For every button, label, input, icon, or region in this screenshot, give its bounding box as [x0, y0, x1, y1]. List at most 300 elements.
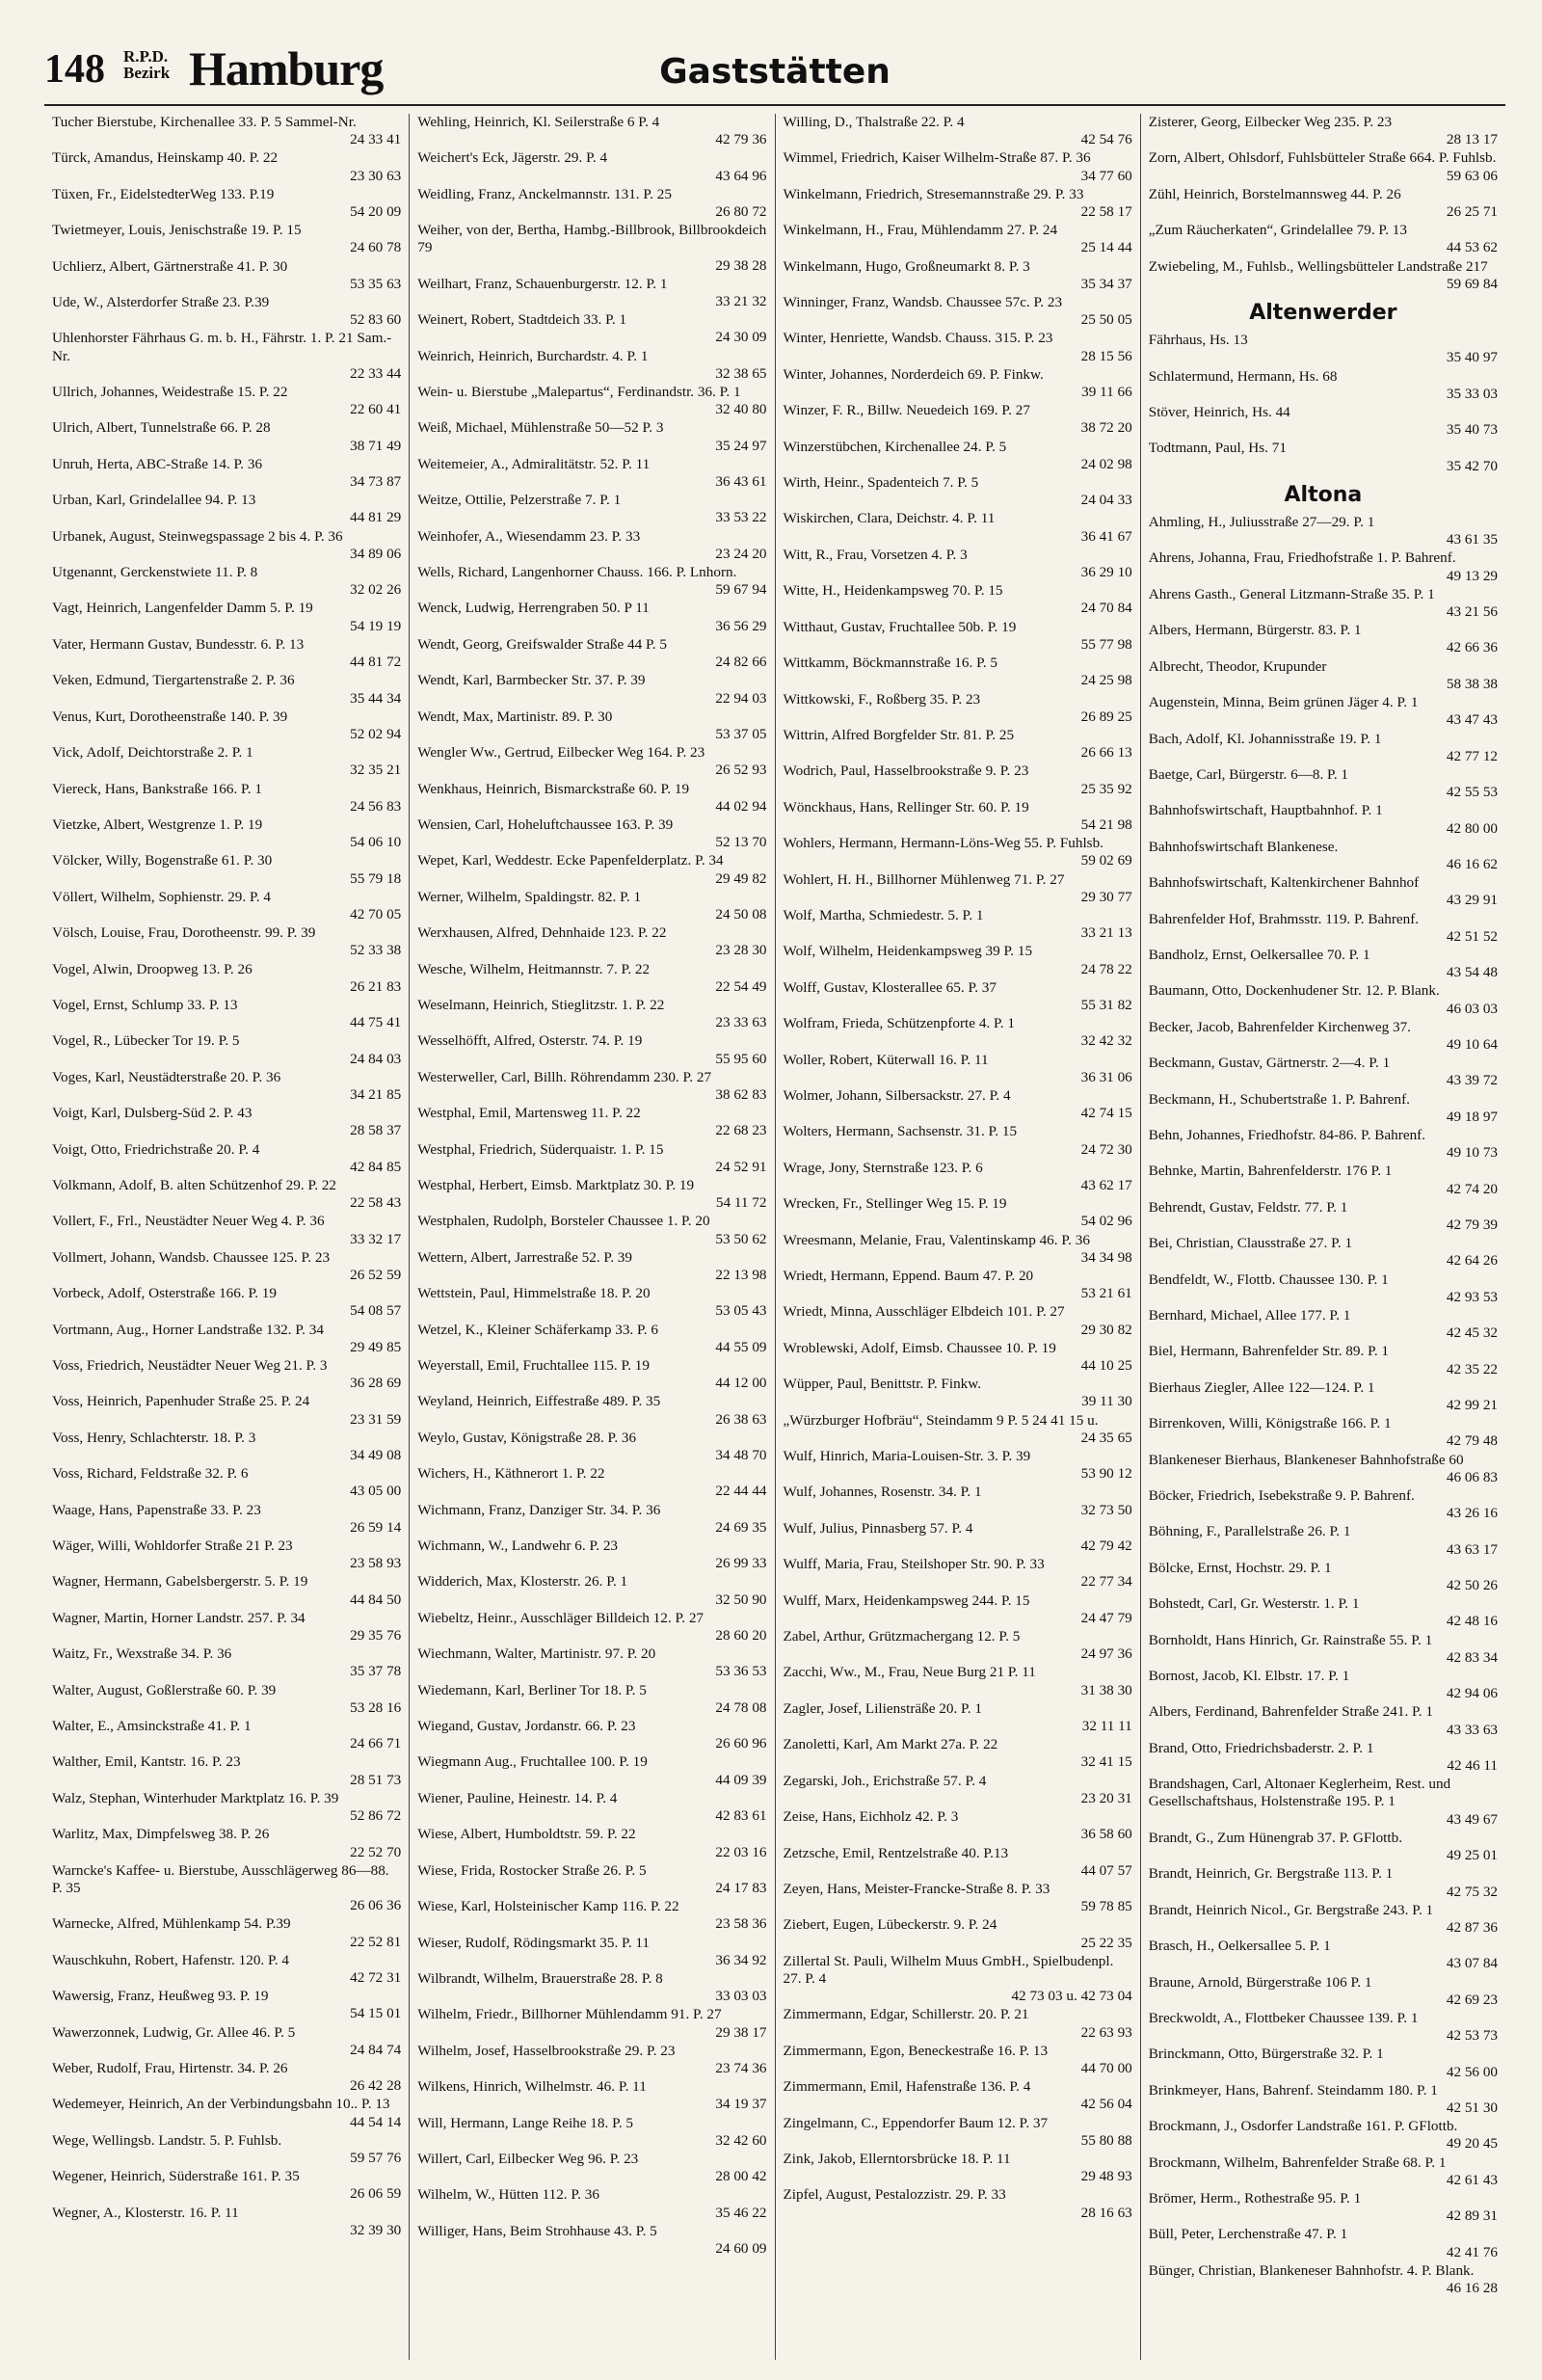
- listing-phone: 42 50 26: [1446, 1577, 1498, 1594]
- listing-name-address: „Zum Räucherkaten“, Grindelallee 79. P. 13: [1148, 222, 1407, 239]
- listing-entry: [784, 1700, 1132, 1735]
- listing-name-address: Warlitz, Max, Dimpfelsweg 38. P. 26: [52, 1826, 270, 1843]
- column-1: [44, 114, 410, 2360]
- listing-entry: [784, 1340, 1132, 1375]
- rpd-line1: R.P.D.: [123, 47, 169, 66]
- listing-phone: 29 35 76: [350, 1627, 402, 1645]
- listing-name-address: Wedemeyer, Heinrich, An der Verbindungsbahn 10.. P. 13: [52, 2096, 390, 2113]
- listing-entry: [417, 1898, 766, 1933]
- listing-entry: [784, 2186, 1132, 2221]
- listing-phone: 54 02 96: [1080, 1213, 1132, 1230]
- listing-entry: [1149, 1938, 1498, 1972]
- listing-entry: [1149, 2046, 1498, 2080]
- listing-entry: [417, 1682, 766, 1717]
- listing-name-address: Brandt, G., Zum Hünengrab 37. P. GFlottb.: [1148, 1829, 1402, 1846]
- listing-entry: [417, 961, 766, 996]
- listing-name-address: Fährhaus, Hs. 13: [1148, 332, 1248, 349]
- listing-name-address: Weidling, Franz, Anckelmannstr. 131. P. 25: [417, 185, 672, 202]
- listing-entry: [417, 1032, 766, 1067]
- listing-phone: 23 30 63: [350, 167, 402, 184]
- listing-name-address: Wiedemann, Karl, Berliner Tor 18. P. 5: [417, 1681, 647, 1698]
- listing-name-address: Becker, Jacob, Bahrenfelder Kirchenweg 37.: [1148, 1018, 1411, 1035]
- listing-name-address: Albers, Hermann, Bürgerstr. 83. P. 1: [1148, 622, 1362, 639]
- listing-name-address: Türck, Amandus, Heinskamp 40. P. 22: [52, 149, 279, 167]
- listing-entry: [417, 419, 766, 454]
- listing-name-address: Wawersig, Franz, Heußweg 93. P. 19: [52, 1988, 269, 2005]
- listing-phone: 34 21 85: [350, 1085, 402, 1103]
- listing-entry: [1149, 1595, 1498, 1630]
- listing-phone: 42 35 22: [1446, 1360, 1498, 1377]
- listing-name-address: Twietmeyer, Louis, Jenischstraße 19. P. 15: [52, 222, 302, 239]
- listing-entry: [1149, 114, 1498, 148]
- listing-name-address: Wittrin, Alfred Borgfelder Str. 81. P. 25: [783, 726, 1015, 743]
- listing-entry: [1149, 149, 1498, 184]
- listing-name-address: Weylo, Gustav, Königstraße 28. P. 36: [417, 1429, 637, 1446]
- listing-phone: 49 25 01: [1446, 1847, 1498, 1864]
- listing-entry: [417, 1177, 766, 1212]
- listing-phone: 43 29 91: [1446, 892, 1498, 909]
- listing-entry: [52, 709, 401, 743]
- listing-entry: [784, 510, 1132, 545]
- listing-entry: [417, 1718, 766, 1752]
- listing-phone: 54 20 09: [350, 203, 402, 221]
- column-4: [1141, 114, 1505, 2360]
- listing-entry: [784, 402, 1132, 437]
- listing-phone: 55 79 18: [350, 869, 402, 887]
- listing-phone: 38 62 83: [715, 1085, 767, 1103]
- listing-entry: [784, 1376, 1132, 1410]
- listing-entry: [417, 2186, 766, 2221]
- listing-name-address: Zagler, Josef, Liliensträße 20. P. 1: [783, 1699, 982, 1717]
- listing-entry: [784, 1773, 1132, 1807]
- listing-name-address: Wengler Ww., Gertrud, Eilbecker Weg 164. P. 23: [417, 744, 705, 762]
- listing-name-address: Zipfel, August, Pestalozzistr. 29. P. 33: [783, 2186, 1006, 2204]
- listing-phone: 26 06 59: [350, 2185, 402, 2203]
- listing-name-address: Ude, W., Alsterdorfer Straße 23. P.39: [52, 294, 270, 311]
- listing-phone: 52 02 94: [350, 725, 402, 742]
- listing-entry: [1149, 1865, 1498, 1900]
- listing-phone: 35 34 37: [1080, 275, 1132, 292]
- listing-name-address: Vollmert, Johann, Wandsb. Chaussee 125. P. 23: [52, 1248, 331, 1266]
- listing-name-address: Wesche, Wilhelm, Heitmannstr. 7. P. 22: [417, 960, 651, 977]
- listing-phone: 59 78 85: [1080, 1898, 1132, 1915]
- listing-entry: [52, 492, 401, 526]
- listing-entry: [52, 672, 401, 707]
- listing-phone: 26 21 83: [350, 977, 402, 995]
- listing-entry: [52, 961, 401, 996]
- listing-name-address: Bünger, Christian, Blankeneser Bahnhofstr. 4. P. Blank.: [1148, 2261, 1475, 2279]
- listing-phone: 42 72 31: [350, 1968, 402, 1986]
- listing-entry: [1149, 2226, 1498, 2260]
- listing-name-address: Vick, Adolf, Deichtorstraße 2. P. 1: [52, 744, 253, 762]
- listing-phone: 28 16 63: [1080, 2204, 1132, 2221]
- listing-phone: 25 35 92: [1080, 780, 1132, 797]
- listing-entry: [1149, 1830, 1498, 1864]
- listing-name-address: Bahnhofswirtschaft, Hauptbahnhof. P. 1: [1148, 802, 1383, 819]
- listing-phone: 43 54 48: [1446, 964, 1498, 981]
- listing-name-address: Walter, August, Goßlerstraße 60. P. 39: [52, 1681, 277, 1698]
- listing-name-address: Birrenkoven, Willi, Königstraße 166. P. 1: [1148, 1415, 1392, 1432]
- listing-name-address: Zacchi, Ww., M., Frau, Neue Burg 21 P. 11: [783, 1664, 1036, 1681]
- listing-phone: 23 28 30: [715, 942, 767, 959]
- listing-entry: [784, 1845, 1132, 1880]
- listing-phone: 34 34 98: [1080, 1248, 1132, 1266]
- listing-name-address: Wawerzonnek, Ludwig, Gr. Allee 46. P. 5: [52, 2023, 296, 2041]
- listing-entry: [52, 1357, 401, 1392]
- listing-phone: 49 20 45: [1446, 2135, 1498, 2153]
- listing-name-address: Behn, Johannes, Friedhofstr. 84-86. P. Bahrenf.: [1148, 1126, 1426, 1143]
- listing-name-address: Ziebert, Eugen, Lübeckerstr. 9. P. 24: [783, 1916, 997, 1934]
- listing-phone: 35 44 34: [350, 689, 402, 707]
- listing-entry: [417, 222, 766, 275]
- listing-phone: 42 56 00: [1446, 2063, 1498, 2080]
- listing-phone: 44 81 29: [350, 509, 402, 526]
- listing-entry: [784, 691, 1132, 726]
- listing-entry: [417, 1970, 766, 2005]
- listing-phone: 24 25 98: [1080, 672, 1132, 689]
- listing-entry: [417, 1790, 766, 1825]
- listing-entry: [784, 1628, 1132, 1663]
- listing-entry: [1149, 1902, 1498, 1937]
- listing-name-address: Todtmann, Paul, Hs. 71: [1148, 440, 1287, 457]
- listing-name-address: Viereck, Hans, Bankstraße 166. P. 1: [52, 780, 262, 797]
- listing-phone: 42 55 53: [1446, 784, 1498, 801]
- listing-phone: 26 89 25: [1080, 708, 1132, 725]
- listing-name-address: Wüpper, Paul, Benittstr. P. Finkw.: [783, 1376, 982, 1393]
- listing-entry: [417, 456, 766, 491]
- listing-name-address: Bei, Christian, Clausstraße 27. P. 1: [1148, 1235, 1353, 1252]
- listing-entry: [417, 1645, 766, 1680]
- listing-entry: [1149, 404, 1498, 439]
- listing-name-address: Wriedt, Hermann, Eppend. Baum 47. P. 20: [783, 1268, 1034, 1284]
- listing-name-address: Brandt, Heinrich, Gr. Bergstraße 113. P. 1: [1148, 1865, 1394, 1883]
- listing-phone: 46 03 03: [1446, 1000, 1498, 1017]
- listing-phone: 23 31 59: [350, 1410, 402, 1428]
- listing-name-address: Bahrenfelder Hof, Brahmsstr. 119. P. Bahrenf.: [1148, 910, 1420, 927]
- listing-entry: [1149, 368, 1498, 403]
- listing-name-address: Böcker, Friedrich, Isebekstraße 9. P. Bahrenf.: [1148, 1487, 1415, 1505]
- listing-phone: 24 50 08: [715, 905, 767, 923]
- listing-name-address: Schlatermund, Hermann, Hs. 68: [1148, 367, 1338, 385]
- listing-entry: [784, 366, 1132, 401]
- listing-entry: [417, 564, 766, 599]
- listing-phone: 28 00 42: [715, 2168, 767, 2185]
- listing-entry: [1149, 1560, 1498, 1594]
- listing-entry: [784, 2043, 1132, 2077]
- listing-entry: [1149, 1163, 1498, 1197]
- listing-phone: 42 56 04: [1080, 2096, 1132, 2113]
- listing-phone: 36 29 10: [1080, 564, 1132, 581]
- listing-entry: [784, 186, 1132, 221]
- listing-name-address: Zillertal St. Pauli, Wilhelm Muus GmbH., Spielbudenpl. 27. P. 4: [783, 1952, 1114, 1987]
- listing-phone: 44 07 57: [1080, 1861, 1132, 1879]
- listing-name-address: Zimmermann, Edgar, Schillerstr. 20. P. 21: [783, 2006, 1029, 2023]
- listing-entry: [52, 1645, 401, 1680]
- listing-name-address: Baumann, Otto, Dockenhudener Str. 12. P. Blank.: [1148, 982, 1440, 1000]
- listing-entry: [784, 799, 1132, 834]
- listing-entry: [784, 1160, 1132, 1194]
- listing-entry: [52, 997, 401, 1031]
- listing-entry: [52, 1573, 401, 1608]
- listing-phone: 34 89 06: [350, 545, 402, 562]
- listing-entry: [1149, 2010, 1498, 2045]
- listing-entry: [1149, 1379, 1498, 1414]
- listing-phone: 32 40 80: [715, 401, 767, 418]
- listing-name-address: Wrecken, Fr., Stellinger Weg 15. P. 19: [783, 1195, 1007, 1213]
- listing-entry: [52, 744, 401, 779]
- listing-phone: 23 74 36: [715, 2059, 767, 2076]
- district-heading: Altona: [1284, 482, 1363, 507]
- listing-phone: 59 63 06: [1446, 167, 1498, 184]
- listing-name-address: Albrecht, Theodor, Krupunder: [1148, 657, 1327, 675]
- listing-phone: 24 60 09: [715, 2239, 767, 2257]
- listing-phone: 42 84 85: [350, 1158, 402, 1175]
- listing-entry: [52, 2168, 401, 2203]
- listing-phone: 35 37 78: [350, 1663, 402, 1680]
- listing-name-address: Brand, Otto, Friedrichsbaderstr. 2. P. 1: [1148, 1739, 1374, 1756]
- listing-entry: [784, 1412, 1132, 1447]
- listing-phone: 53 36 53: [715, 1663, 767, 1680]
- listing-name-address: Ullrich, Johannes, Weidestraße 15. P. 22: [52, 384, 288, 401]
- listing-name-address: Beckmann, Gustav, Gärtnerstr. 2—4. P. 1: [1148, 1055, 1391, 1072]
- listing-phone: 52 83 60: [350, 311, 402, 329]
- listing-name-address: Westphalen, Rudolph, Borsteler Chaussee 1. P. 20: [417, 1213, 710, 1230]
- listing-phone: 22 63 93: [1080, 2023, 1132, 2041]
- listing-phone: 33 53 22: [715, 509, 767, 526]
- listing-name-address: Wiebeltz, Heinr., Ausschläger Billdeich 12. P. 27: [417, 1609, 705, 1626]
- listing-entry: [1149, 1776, 1498, 1829]
- listing-name-address: Winzer, F. R., Billw. Neuedeich 169. P. 27: [783, 402, 1030, 419]
- listing-name-address: Vagt, Heinrich, Langenfelder Damm 5. P. 19: [52, 600, 313, 617]
- listing-name-address: Voigt, Otto, Friedrichstraße 20. P. 4: [52, 1140, 260, 1158]
- listing-name-address: Voss, Henry, Schlachterstr. 18. P. 3: [52, 1429, 256, 1446]
- listing-name-address: Voss, Richard, Feldstraße 32. P. 6: [52, 1465, 249, 1483]
- listing-entry: [784, 1268, 1132, 1302]
- listing-phone: 42 46 11: [1447, 1757, 1498, 1775]
- listing-name-address: Wittkowski, F., Roßberg 35. P. 23: [783, 690, 981, 708]
- listing-name-address: Weitze, Ottilie, Pelzerstraße 7. P. 1: [417, 492, 622, 509]
- listing-name-address: Weinhofer, A., Wiesendamm 23. P. 33: [417, 527, 641, 545]
- listing-entry: [52, 2205, 401, 2239]
- listing-name-address: Wendt, Karl, Barmbecker Str. 37. P. 39: [417, 672, 646, 689]
- listing-name-address: Wichmann, Franz, Danziger Str. 34. P. 36: [417, 1501, 661, 1518]
- listing-entry: [52, 2024, 401, 2059]
- listing-entry: [1149, 622, 1498, 656]
- listing-phone: 44 12 00: [715, 1375, 767, 1392]
- listing-name-address: Westphal, Friedrich, Süderquaistr. 1. P. 15: [417, 1140, 664, 1158]
- listing-name-address: Weinert, Robert, Stadtdeich 33. P. 1: [417, 311, 627, 329]
- listing-name-address: Voss, Heinrich, Papenhuder Straße 25. P. 24: [52, 1393, 310, 1410]
- listing-phone: 54 06 10: [350, 834, 402, 851]
- listing-phone: 24 70 84: [1080, 600, 1132, 617]
- listing-phone: 22 13 98: [715, 1267, 767, 1283]
- listing-entry: [784, 222, 1132, 256]
- listing-name-address: Wulf, Julius, Pinnasberg 57. P. 4: [783, 1519, 973, 1537]
- listing-name-address: Wäger, Willi, Wohldorfer Straße 21 P. 23: [52, 1538, 293, 1555]
- listing-name-address: Wendt, Max, Martinistr. 89. P. 30: [417, 708, 613, 725]
- listing-phone: 22 60 41: [350, 401, 402, 418]
- listing-entry: [784, 1015, 1132, 1050]
- listing-entry: [1149, 1055, 1498, 1089]
- listing-entry: [52, 419, 401, 454]
- listing-phone: 32 39 30: [350, 2221, 402, 2238]
- listing-phone: 42 53 73: [1446, 2027, 1498, 2045]
- listing-entry: [52, 258, 401, 293]
- listing-phone: 35 33 03: [1446, 385, 1498, 402]
- listing-phone: 54 19 19: [350, 617, 402, 634]
- listing-entry: [52, 1862, 401, 1915]
- listing-phone: 22 58 43: [350, 1194, 402, 1212]
- listing-name-address: Weber, Rudolf, Frau, Hirtenstr. 34. P. 26: [52, 2059, 288, 2076]
- listing-name-address: Zegarski, Joh., Erichstraße 57. P. 4: [783, 1772, 987, 1789]
- listing-phone: 24 84 74: [350, 2041, 402, 2058]
- listing-name-address: Winter, Henriette, Wandsb. Chauss. 315. P. 23: [783, 330, 1053, 347]
- listing-entry: [1149, 1199, 1498, 1234]
- listing-phone: 35 46 22: [715, 2204, 767, 2221]
- listing-name-address: Wulf, Hinrich, Maria-Louisen-Str. 3. P. 39: [783, 1448, 1031, 1465]
- listing-name-address: Wepet, Karl, Weddestr. Ecke Papenfelderplatz. P. 34: [417, 852, 724, 869]
- listing-entry: [417, 528, 766, 563]
- listing-entry: [1149, 658, 1498, 693]
- listing-entry: [1149, 1452, 1498, 1486]
- listing-phone: 28 51 73: [350, 1771, 402, 1788]
- listing-name-address: Wiegmann Aug., Fruchtallee 100. P. 19: [417, 1753, 648, 1771]
- listing-name-address: Wagner, Hermann, Gabelsbergerstr. 5. P. 19: [52, 1573, 308, 1591]
- listing-phone: 43 07 84: [1446, 1955, 1498, 1972]
- listing-entry: [417, 1322, 766, 1356]
- listing-name-address: Vollert, F., Frl., Neustädter Neuer Weg 4. P. 36: [52, 1213, 325, 1230]
- city-title: Hamburg: [189, 41, 384, 95]
- listing-phone: 53 21 61: [1080, 1285, 1132, 1302]
- listing-phone: 36 43 61: [715, 473, 767, 491]
- listing-name-address: Brandshagen, Carl, Altonaer Keglerheim, Rest. und Gesellschaftshaus, Holstenstraße 195. P. 1: [1148, 1776, 1451, 1810]
- listing-name-address: Behnke, Martin, Bahrenfelderstr. 176 P. 1: [1148, 1163, 1393, 1180]
- listing-phone: 44 70 00: [1080, 2059, 1132, 2076]
- listing-name-address: Wulff, Marx, Heidenkampsweg 244. P. 15: [783, 1591, 1030, 1609]
- listing-phone: 42 45 32: [1446, 1324, 1498, 1342]
- listing-name-address: Winter, Johannes, Norderdeich 69. P. Finkw.: [783, 365, 1044, 383]
- listing-phone: 29 49 82: [715, 869, 767, 887]
- listing-phone: 32 42 60: [715, 2131, 767, 2149]
- listing-name-address: Baetge, Carl, Bürgerstr. 6—8. P. 1: [1148, 765, 1349, 783]
- listing-phone: 43 05 00: [350, 1483, 402, 1500]
- listing-entry: [1149, 1307, 1498, 1342]
- listing-name-address: Voges, Karl, Neustädterstraße 20. P. 36: [52, 1068, 281, 1085]
- listing-name-address: Willing, D., Thalstraße 22. P. 4: [783, 114, 965, 130]
- listing-entry: [1149, 2154, 1498, 2189]
- listing-name-address: Winzerstübchen, Kirchenallee 24. P. 5: [783, 438, 1007, 455]
- listing-phone: 23 20 31: [1080, 1789, 1132, 1806]
- listing-entry: [52, 781, 401, 816]
- listing-name-address: Behrendt, Gustav, Feldstr. 77. P. 1: [1148, 1198, 1348, 1216]
- listing-phone: 44 10 25: [1080, 1357, 1132, 1375]
- listing-entry: [784, 1123, 1132, 1158]
- listing-name-address: Winkelmann, H., Frau, Mühlendamm 27. P. 24: [783, 222, 1058, 239]
- listing-phone: 33 03 03: [715, 1988, 767, 2005]
- listing-name-address: Wein- u. Bierstube „Malepartus“, Ferdinandstr. 36. P. 1: [417, 384, 741, 401]
- listing-phone: 24 33 41: [350, 131, 402, 148]
- listing-entry: [52, 1285, 401, 1320]
- listing-phone: 33 32 17: [350, 1230, 402, 1247]
- listing-name-address: Uchlierz, Albert, Gärtnerstraße 41. P. 30: [52, 257, 288, 275]
- listing-phone: 22 52 81: [350, 1933, 402, 1950]
- listing-phone: 25 22 35: [1080, 1934, 1132, 1951]
- listing-entry: [784, 943, 1132, 977]
- listing-phone: 42 69 23: [1446, 1991, 1498, 2008]
- listing-name-address: Weitemeier, A., Admiralitätstr. 52. P. 11: [417, 455, 651, 472]
- listing-entry: [784, 835, 1132, 869]
- listing-phone: 26 99 33: [715, 1555, 767, 1572]
- listing-entry: [784, 871, 1132, 906]
- listing-name-address: Wells, Richard, Langenhorner Chauss. 166. P. Lnhorn.: [417, 564, 737, 581]
- listing-entry: [1149, 440, 1498, 474]
- listing-name-address: Weiher, von der, Bertha, Hambg.-Billbrook, Billbrookdeich 79: [417, 222, 767, 256]
- listing-entry: [417, 1753, 766, 1788]
- listing-entry: [1149, 947, 1498, 981]
- listing-name-address: Willert, Carl, Eilbecker Weg 96. P. 23: [417, 2150, 639, 2167]
- listing-phone: 54 11 72: [715, 1194, 767, 1212]
- listing-phone: 43 26 16: [1446, 1505, 1498, 1522]
- listing-phone: 26 42 28: [350, 2077, 402, 2095]
- listing-entry: [52, 2132, 401, 2167]
- listing-entry: [784, 1592, 1132, 1627]
- listing-phone: 42 48 16: [1446, 1613, 1498, 1630]
- listing-phone: 24 97 36: [1080, 1645, 1132, 1663]
- listing-name-address: Witte, H., Heidenkampsweg 70. P. 15: [783, 582, 1003, 600]
- listing-name-address: Woller, Robert, Küterwall 16. P. 11: [783, 1051, 989, 1068]
- listing-phone: 46 06 83: [1446, 1468, 1498, 1485]
- listing-entry: [417, 852, 766, 887]
- listing-phone: 22 94 03: [715, 689, 767, 707]
- listing-entry: [1149, 258, 1498, 293]
- listing-entry: [52, 1105, 401, 1139]
- listing-phone: 42 51 52: [1446, 927, 1498, 945]
- listing-name-address: Bornost, Jacob, Kl. Elbstr. 17. P. 1: [1148, 1668, 1350, 1685]
- listing-name-address: Westphal, Emil, Martensweg 11. P. 22: [417, 1105, 641, 1122]
- listing-phone: 25 14 44: [1080, 239, 1132, 256]
- listing-name-address: Augenstein, Minna, Beim grünen Jäger 4. P. 1: [1148, 694, 1419, 711]
- listing-phone: 42 74 15: [1080, 1105, 1132, 1122]
- listing-phone: 44 09 39: [715, 1771, 767, 1788]
- listing-name-address: Witthaut, Gustav, Fruchtallee 50b. P. 19: [783, 618, 1017, 635]
- listing-phone: 42 80 00: [1446, 819, 1498, 837]
- listing-phone: 26 06 36: [350, 1897, 402, 1914]
- listing-phone: 43 63 17: [1446, 1540, 1498, 1558]
- listing-name-address: Wiese, Albert, Humboldtstr. 59. P. 22: [417, 1826, 636, 1843]
- listing-entry: [1149, 2190, 1498, 2225]
- listing-entry: [1149, 2082, 1498, 2117]
- listing-phone: 24 30 09: [715, 329, 767, 346]
- listing-name-address: Wiese, Karl, Holsteinischer Kamp 116. P. 22: [417, 1898, 679, 1915]
- listing-entry: [417, 1610, 766, 1645]
- listing-phone: 59 57 76: [350, 2149, 402, 2166]
- listing-name-address: Vortmann, Aug., Horner Landstraße 132. P. 34: [52, 1321, 324, 1338]
- listing-name-address: Witt, R., Frau, Vorsetzen 4. P. 3: [783, 546, 968, 563]
- listing-name-address: Warncke's Kaffee- u. Bierstube, Ausschlägerweg 86—88. P. 35: [52, 1861, 389, 1896]
- listing-name-address: Werner, Wilhelm, Spaldingstr. 82. P. 1: [417, 888, 642, 905]
- listing-phone: 43 39 72: [1446, 1072, 1498, 1089]
- listing-phone: 22 54 49: [715, 977, 767, 995]
- listing-phone: 34 49 08: [350, 1447, 402, 1464]
- listing-name-address: Braune, Arnold, Bürgerstraße 106 P. 1: [1148, 1973, 1372, 1991]
- listing-phone: 55 77 98: [1080, 635, 1132, 653]
- listing-name-address: Brömer, Herm., Rothestraße 95. P. 1: [1148, 2189, 1362, 2206]
- listing-entry: [52, 816, 401, 851]
- listing-name-address: Brasch, H., Oelkersallee 5. P. 1: [1148, 1938, 1331, 1955]
- listing-entry: [784, 1808, 1132, 1843]
- listing-phone: 42 94 06: [1446, 1685, 1498, 1702]
- listing-entry: [417, 1213, 766, 1247]
